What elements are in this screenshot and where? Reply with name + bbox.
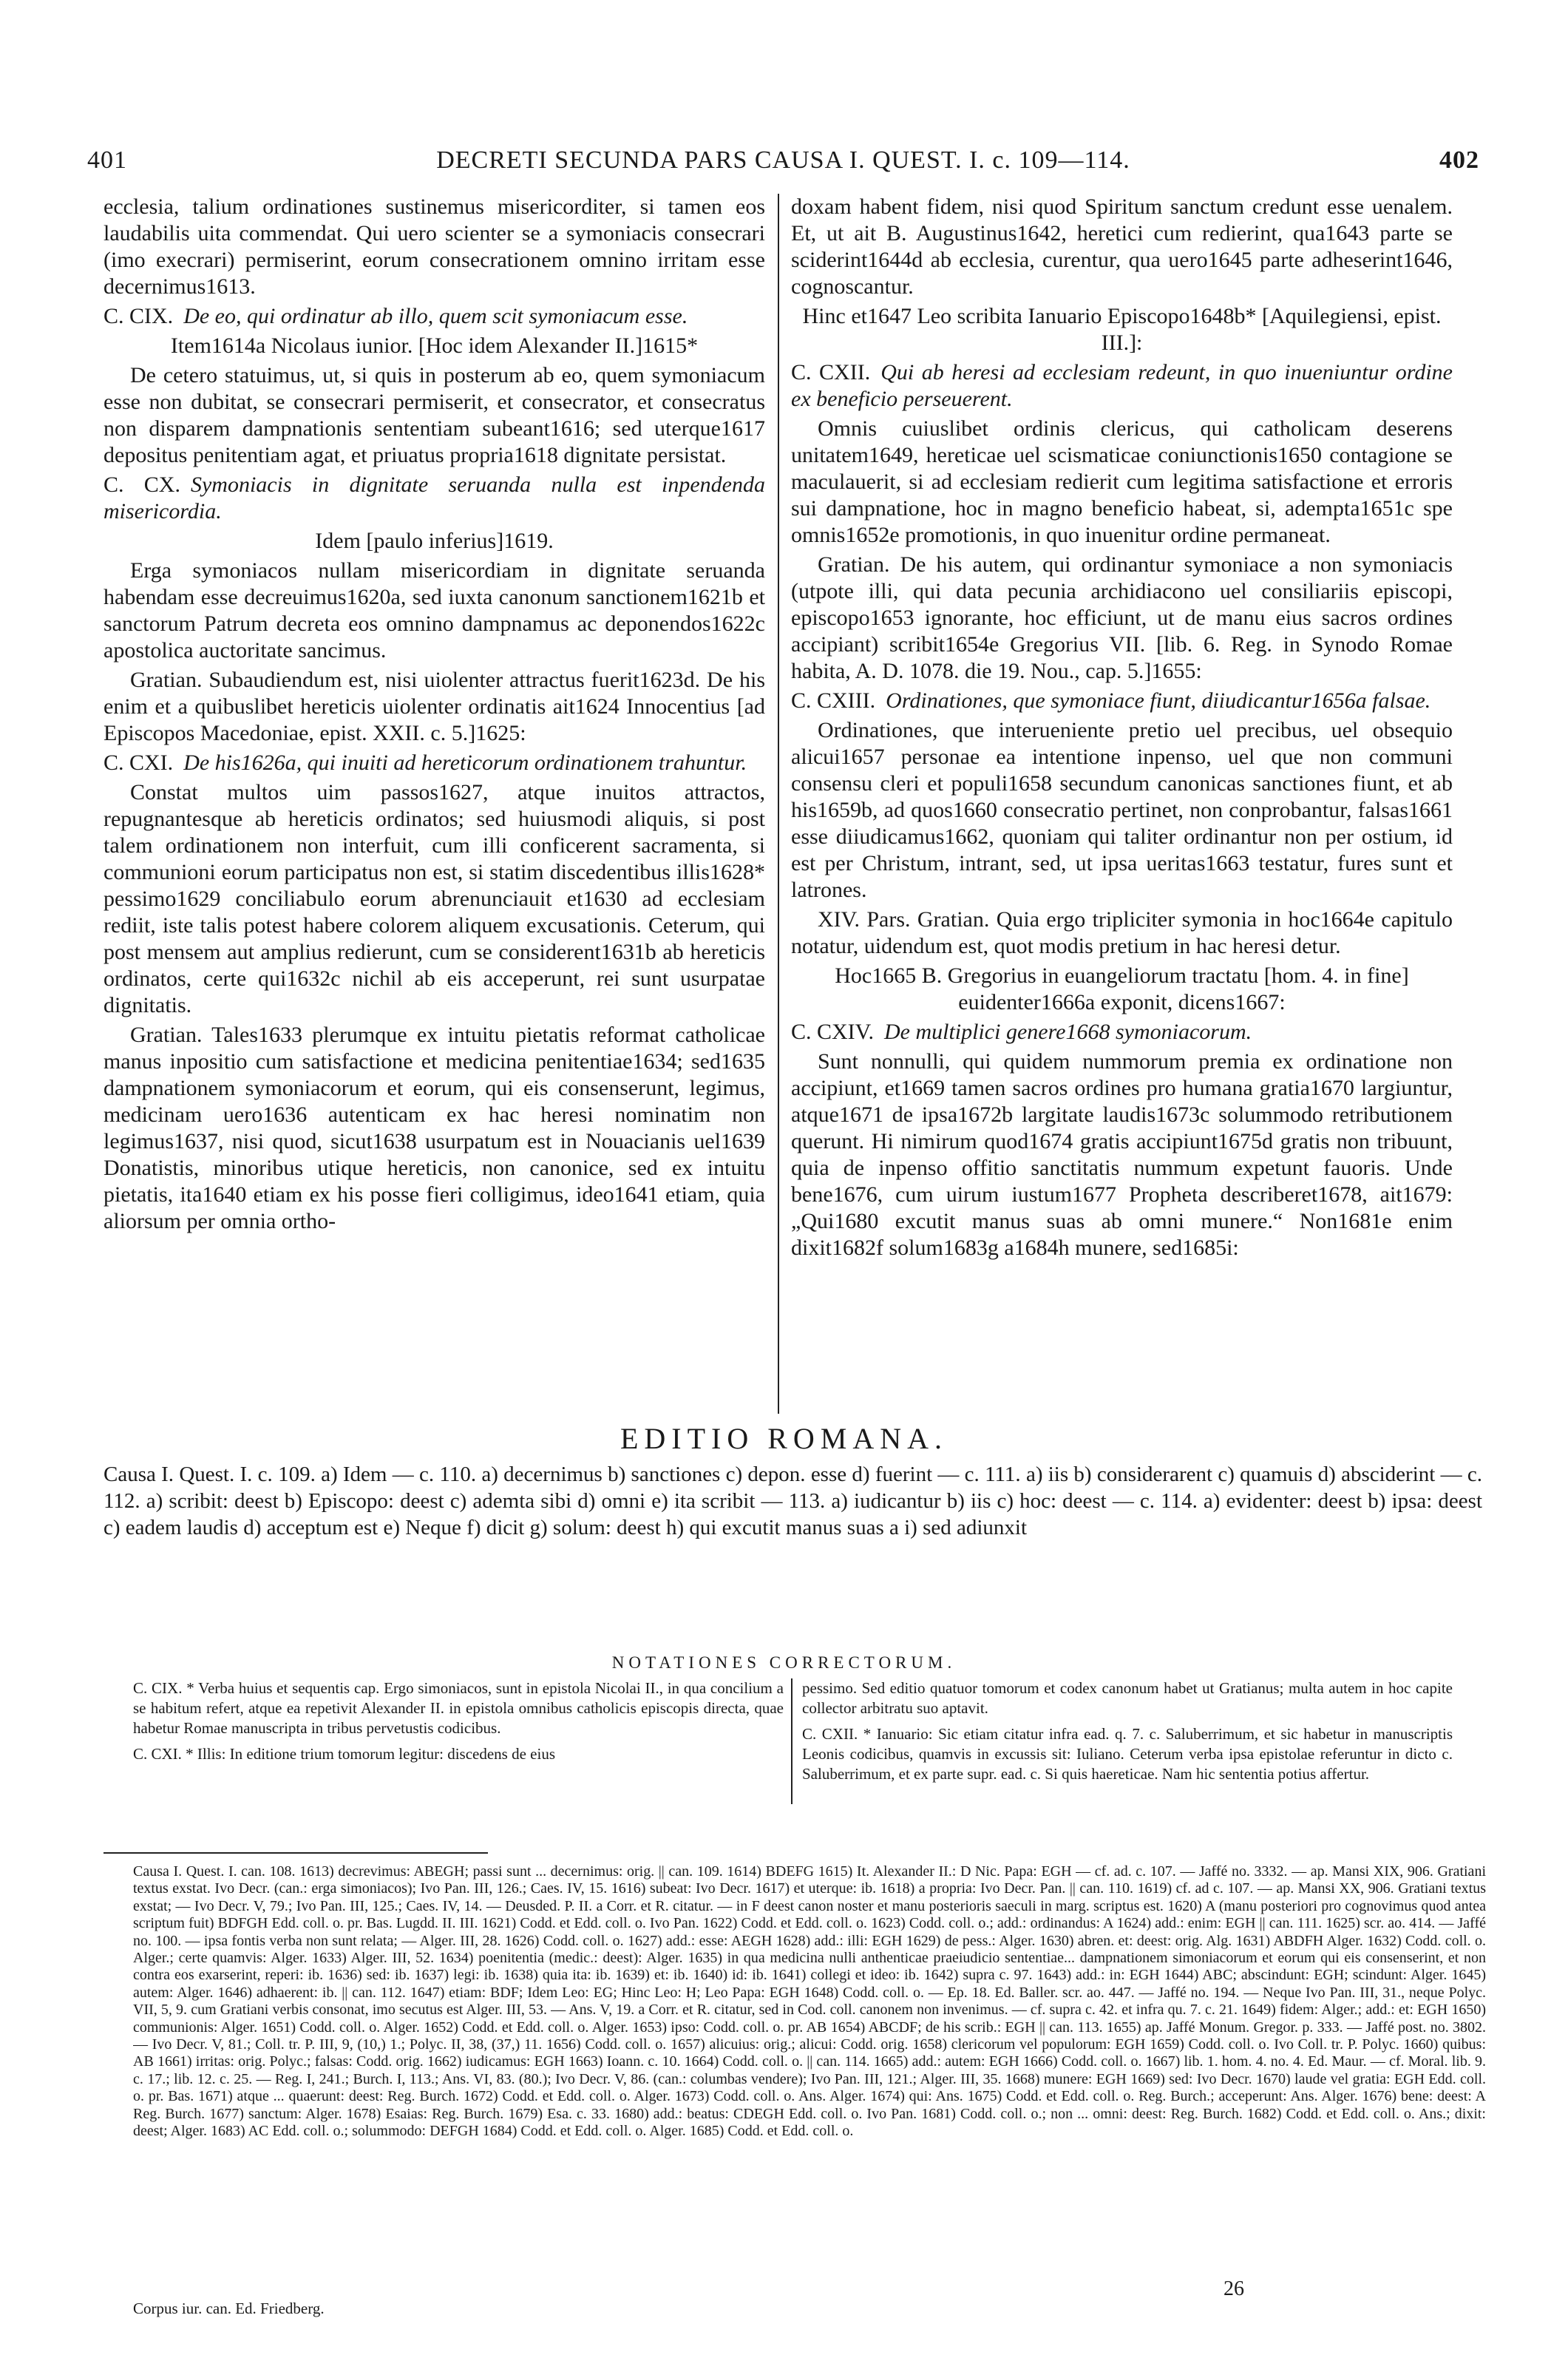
text-paragraph: Gratian. De his autem, qui ordinantur symoniace a non symoniacis (utpote illi, qui data pecunia archidiacono uel consiliariis episcopi, episcopo1653 ignorante, hoc efficiunt, ut de manu eius sacros ordines accipiant) scribit1654e Gregorius VII. [lib. 6. Reg. in Synodo Romae habita, A. D. 1078. die 19. Nou., cap. 5.]1655:	[791, 552, 1453, 683]
text-paragraph: Sunt nonnulli, qui quidem nummorum premia ex ordinatione non accipiunt, et1669 tamen sacros ordines pro humana gratia1670 largiuntur, atque1671 de ipsa1672b largitate laudis1673c solummodo retributionem querunt. Hi nimirum quod1674 gratis accipiunt1675d gratis non tribuunt, quia de inpenso offitio sanctitatis nummum expetunt fauoris. Unde bene1676, cum uirum iustum1677 Propheta describeret1678, ait1679: „Qui1680 excutit manus suas ab omni munere.“ Non1681e enim dixit1682f solum1683g a1684h munere, sed1685i:	[791, 1049, 1453, 1260]
canon-heading	[791, 688, 1453, 714]
text-paragraph: Gratian. Subaudiendum est, nisi uiolenter attractus fuerit1623d. De his enim et a quibuslibet hereticis uiolenter ordinatis ait1624 Innocentius [ad Episcopos Macedoniae, epist. XXII. c. 5.]1625:	[103, 668, 765, 745]
page-number-left: 401	[87, 146, 127, 174]
canon-title: De his1626a, qui inuiti ad hereticorum ordinationem trahuntur.	[183, 750, 747, 775]
page-number-right: 402	[1439, 146, 1479, 174]
canon-title: Symoniacis in dignitate seruanda nulla est inpendenda misericordia.	[103, 472, 765, 523]
notationes-right-column	[802, 1678, 1453, 1841]
canon-title: De eo, qui ordinatur ab illo, quem scit symoniacum esse.	[183, 304, 688, 328]
editio-romana-text	[103, 1461, 1482, 1639]
signature-text: Corpus iur. can. Ed. Friedberg.	[133, 2300, 325, 2317]
notatio-paragraph: C. CXII. * Ianuario: Sic etiam citatur infra ead. q. 7. c. Saluberrimum, et sic habetur in manuscriptis Leonis codicibus, quamvis in excussis sit: Iuliano. Ceterum verba ipsa epistolae referuntur in dicto c. Saluberrimum, et ex parte supr. ead. c. Si quis haereticae. Nam hic sententia potius affertur.	[802, 1725, 1453, 1783]
text-paragraph: De cetero statuimus, ut, si quis in posterum ab eo, quem symoniacum esse non dubitat, se consecrari permiserit, et consecrator, et consecratus non disparem dampnationis sententiam subeant1616; sed uterque1617 depositus penitentiam agat, et priuatus propria1618 dignitate persistat.	[103, 363, 765, 467]
running-header	[87, 146, 1479, 182]
canon-heading	[103, 303, 765, 330]
notationes-block	[133, 1678, 1486, 1841]
canon-number: C. CXI.	[103, 750, 174, 775]
canon-heading	[103, 472, 765, 525]
notationes-divider	[791, 1678, 793, 1804]
apparatus-text: Causa I. Quest. I. can. 108. 1613) decrevimus: ABEGH; passi sunt ... decernimus: orig. || can. 109. 1614) BDEFG 1615) It. Alexander II.: D Nic. Papa: EGH — cf. ad. c. 107. — Jaffé no. 3332. — ap. Mansi XIX, 906. Gratiani textus exstat. Ivo Decr. (can.: erga simoniacos); Ivo Pan. III, 126.; Caes. IV, 15. 1616) subeat: Ivo Decr. 1617) et uterque: ib. 1618) a propria: Ivo Decr. Pan. || can. 110. 1619) cf. ad c. 107. — ap. Mansi XX, 906. Gratiani textus exstat; — Ivo Decr. V, 79.; Ivo Pan. III, 125.; Caes. IV, 14. — Deusded. P. II. a Corr. et R. citatur. — in F deest canon noster et manu posterioris saeculi in marg. scriptus est. 1620) A (manu posteriori pro cognovimus quod antea scriptum fuit) BDFGH Edd. coll. o. pr. Bas. Lugdd. II. III. 1621) Codd. et Edd. coll. o. Ivo Pan. 1622) Codd. et Edd. coll. o. 1623) Codd. coll. o.; add.: ordinandus: A 1624) add.: enim: EGH || can. 111. 1625) scr. ao. 414. — Jaffé no. 100. — ipsa fontis verba non sunt relata; — Alger. III, 28. 1626) Codd. coll. o. 1627) add.: esse: AEGH 1628) add.: illi: EGH 1629) de pess.: Alger. 1630) abren. et: deest: orig. Alg. 1631) ABDFH Alger. 1632) Codd. coll. o. Alger.; certe quamvis: Alger. 1633) Alger. III, 52. 1634) poenitentia (medic.: deest): Alger. 1635) in qua medicina nulli anthenticae praeiudicio sententiae... dampnationem simoniacorum et eorum qui eis consenserint, et non contra eos exarserint, reperi: ib. 1636) sed: ib. 1637) legi: ib. 1638) quia ita: ib. 1639) et: ib. 1640) id: ib. 1641) collegi et ideo: ib. 1642) supra c. 97. 1643) add.: in: EGH 1644) ABC; abscindunt: EGH; scindunt: Alger. 1645) autem: Alger. 1646) adhaerent: ib. || can. 112. 1647) etiam: BDF; Idem Leo: EG; Hinc Leo: H; Leo Papa: EGH 1648) Codd. coll. o. — Ep. 18. Ed. Baller. scr. ao. 447. — Jaffé no. 194. — Neque Ivo Pan. III, 31., neque Polyc. VII, 5, 9. cum Gratiani verbis consonat, imo secutus est Alger. III, 53. — Ans. V, 19. a Corr. et R. citatur, sed in Cod. coll. canonem non invenimus. — cf. supra c. 42. et infra qu. 7. c. 21. 1649) fidem: Alger.; add.: et: EGH 1650) communionis: Alger. 1651) Codd. coll. o. Alger. 1652) Codd. et Edd. coll. o. Alger. 1653) ipso: Codd. coll. o. pr. AB 1654) ABCDF; de his scrib.: EGH || can. 113. 1655) ap. Jaffé Monum. Gregor. p. 333. — Jaffé post. no. 3802. — Ivo Decr. V, 81.; Coll. tr. P. III, 9, (10,) 1.; Polyc. II, 38, (37,) 11. 1656) Codd. coll. o. 1657) alicuius: orig.; alicui: Codd. orig. 1658) clericorum vel populorum: EGH 1659) Codd. coll. o. Ivo Coll. tr. P. Polyc. 1660) quibus: AB 1661) irritas: orig. Polyc.; falsas: Codd. orig. 1662) iudicamus: EGH 1663) Ioann. c. 10. 1664) Codd. coll. o. || can. 114. 1665) add.: autem: EGH 1666) Codd. coll. o. 1667) lib. 1. hom. 4. no. 4. Ed. Maur. — cf. Moral. lib. 9. c. 17.; lib. 12. c. 25. — Reg. I, 241.; Burch. I, 113.; Ans. VI, 83. (80.); Ivo Decr. V, 86. (can.: columbas vendere); Ivo Pan. III, 121.; Alger. III, 35. 1668) munere: EGH 1669) sed: Ivo Decr. 1670) laude vel gratia: EGH Edd. coll. o. pr. Bas. 1671) atque ... quaerunt: deest: Reg. Burch. 1672) Codd. et Edd. coll. o. Alger. 1673) Codd. coll. o. Ans. Alger. 1674) qui: Ans. 1675) Codd. et Edd. coll. o. Reg. Burch.; acceperunt: Ans. Alger. 1676) bene: deest: A Reg. Burch. 1677) sanctum: Alger. 1678) Esaias: Reg. Burch. 1679) Esa. c. 33. 1680) add.: beatus: CDEGH Edd. coll. o. Ivo Pan. 1681) Codd. coll. o.; non ... omni: deest: Reg. Burch. 1682) Codd. et Edd. coll. o. Ans.; dixit: deest; Alger. 1683) AC Edd. coll. o.; solummodo: DEFGH 1684) Codd. et Edd. coll. o. Alger. 1685) Codd. et Edd. coll. o.	[133, 1863, 1486, 2140]
running-title: DECRETI SECUNDA PARS CAUSA I. QUEST. I. c. 109—114.	[436, 146, 1130, 174]
canon-heading	[103, 750, 765, 776]
sheet-number: 26	[1223, 2277, 1244, 2300]
notationes-left-column	[133, 1678, 784, 1841]
notatio-paragraph: pessimo. Sed editio quatuor tomorum et codex canonum habet ut Gratianus; multa autem in hoc capite collector arbitratu suo aptavit.	[802, 1679, 1453, 1717]
canon-title: Ordinationes, que symoniace fiunt, diiudicantur1656a falsae.	[886, 688, 1431, 713]
canon-heading	[791, 359, 1453, 413]
editio-romana-title: EDITIO ROMANA.	[620, 1422, 948, 1455]
text-paragraph: Constat multos uim passos1627, atque inuitos attractos, repugnantesque ab hereticis ordinatos; sed huiusmodi aliquis, si post talem ordinationem non interfuit, cum illi conficerent sacramenta, si communioni eorum participatus non est, si statim discedentibus illis1628* pessimo1629 conciliabulo eorum abrenunciauit et1630 ad ecclesiam rediit, iste talis potest habere colorem aliquem excusationis. Ceterum, qui post mensem aut amplius redierunt, cum se considerent1631b ab hereticis ordinatos, certe qui1632c nichil ab eis acceperunt, rei sunt usurpatae dignitatis.	[103, 780, 765, 1017]
text-paragraph: Idem [paulo inferius]1619.	[315, 529, 554, 553]
notationes-title: NOTATIONES CORRECTORUM.	[611, 1653, 957, 1672]
text-paragraph: Omnis cuiuslibet ordinis clericus, qui catholicam deserens unitatem1649, hereticae uel scismaticae coniunctionis1650 contagione se maculauerit, si ad ecclesiam redierit cum legitima satisfactione et erroris sui dampnatione, hoc in magno beneficio habeat, si, adempta1651c spe omnis1652e promotionis, in quo inuenitur ordine permaneat.	[791, 416, 1453, 547]
text-paragraph: Hinc et1647 Leo scribita Ianuario Episcopo1648b* [Aquilegiensi, epist. III.]:	[802, 304, 1442, 355]
notatio-paragraph: C. CIX. * Verba huius et sequentis cap. Ergo simoniacos, sunt in epistola Nicolai II., in qua concilium a se habitum refert, atque ea repetivit Alexander II. in epistola omnibus catholicis episcopis directa, quae habetur Romae manuscripta in tribus pervetustis codicibus.	[133, 1679, 784, 1737]
text-paragraph: Gratian. Tales1633 plerumque ex intuitu pietatis reformat catholicae manus inpositio cum satisfactione et medicina penitentiae1634; sed1635 dampnationem symoniacorum et eorum, qui eis consenserunt, legimus, medicinam uero1636 autenticam ex hac heresi nominatim non legimus1637, nisi quod, sicut1638 usurpatum est in Nouacianis uel1639 Donatistis, minoribus utique hereticis, non canonice, sed ex intuitu pietatis, ita1640 etiam ex his posse fieri colligimus, ideo1641 etiam, quia aliorsum per omnia ortho-	[103, 1023, 765, 1233]
text-paragraph: Erga symoniacos nullam misericordiam in dignitate seruanda habendam esse decreuimus1620a, sed iuxta canonum sanctionem1621b et sanctorum Patrum decreta eos omnino dampnamus ac deponendos1622c apostolica auctoritate sancimus.	[103, 558, 765, 663]
editio-romana-paragraph: Causa I. Quest. I. c. 109. a) Idem — c. 110. a) decernimus b) sanctiones c) depon. esse d) fuerint — c. 111. a) iis b) considerarent c) quamuis d) absciderint — c. 112. a) scribit: deest b) Episcopo: deest c) ademta sibi d) omni e) ita scribit — 113. a) iudicantur b) iis c) hoc: deest — c. 114. a) evidenter: deest b) ipsa: deest c) eadem laudis d) acceptum est e) Neque f) dicit g) solum: deest h) qui excutit manus suas a i) sed adiunxit	[103, 1463, 1482, 1539]
left-column	[103, 194, 765, 1414]
text-paragraph: XIV. Pars. Gratian. Quia ergo tripliciter symonia in hoc1664e capitulo notatur, uidendum est, quot modis pretium in hac heresi detur.	[791, 907, 1453, 958]
text-paragraph: ecclesia, talium ordinationes sustinemus misericorditer, si tamen eos laudabilis uita commendat. Qui uero scienter se a symoniacis consecrari (imo execrari) permiserint, eorum consecrationem omnino irritam esse decernimus1613.	[103, 194, 765, 299]
right-column	[791, 194, 1453, 1414]
text-paragraph: doxam habent fidem, nisi quod Spiritum sanctum credunt esse uenalem. Et, ut ait B. Augustinus1642, heretici cum redierint, qua1643 parte se sciderint1644d ab ecclesia, curentur, qua uero1645 parte adheserint1646, cognoscantur.	[791, 194, 1453, 299]
critical-apparatus	[133, 1863, 1486, 2277]
canon-number: C. CIX.	[103, 304, 174, 328]
text-paragraph: Item1614a Nicolaus iunior. [Hoc idem Alexander II.]1615*	[170, 333, 699, 358]
text-paragraph: Hoc1665 B. Gregorius in euangeliorum tractatu [hom. 4. in fine] euidenter1666a exponit, dicens1667:	[835, 963, 1409, 1014]
footnote-rule	[103, 1852, 488, 1854]
canon-number: C. CX.	[103, 472, 180, 497]
canon-number: C. CXII.	[791, 360, 871, 384]
canon-number: C. CXIII.	[791, 688, 876, 713]
canon-heading	[791, 1019, 1453, 1046]
signature-line	[133, 2300, 325, 2318]
notatio-paragraph: C. CXI. * Illis: In editione trium tomorum legitur: discedens de eius	[133, 1745, 555, 1763]
canon-number: C. CXIV.	[791, 1020, 874, 1044]
canon-title: Qui ab heresi ad ecclesiam redeunt, in quo inueniuntur ordine ex beneficio perseuerent.	[791, 360, 1453, 411]
column-divider	[778, 194, 779, 1414]
text-paragraph: Ordinationes, que interueniente pretio uel precibus, uel obsequio alicui1657 personae ea intentione inpenso, uel que non communi consensu cleri et populi1658 secundum canonicas sanctiones fiunt, et ab his1659b, ad quos1660 consecratio pertinet, non conprobantur, falsas1661 esse diiudicamus1662, quoniam qui taliter ordinantur non per ostium, id est per Christum, intrant, sed, ut ipsa ueritas1663 testatur, fures sunt et latrones.	[791, 718, 1453, 902]
canon-title: De multiplici genere1668 symoniacorum.	[883, 1020, 1252, 1044]
main-text-columns	[103, 194, 1482, 1414]
